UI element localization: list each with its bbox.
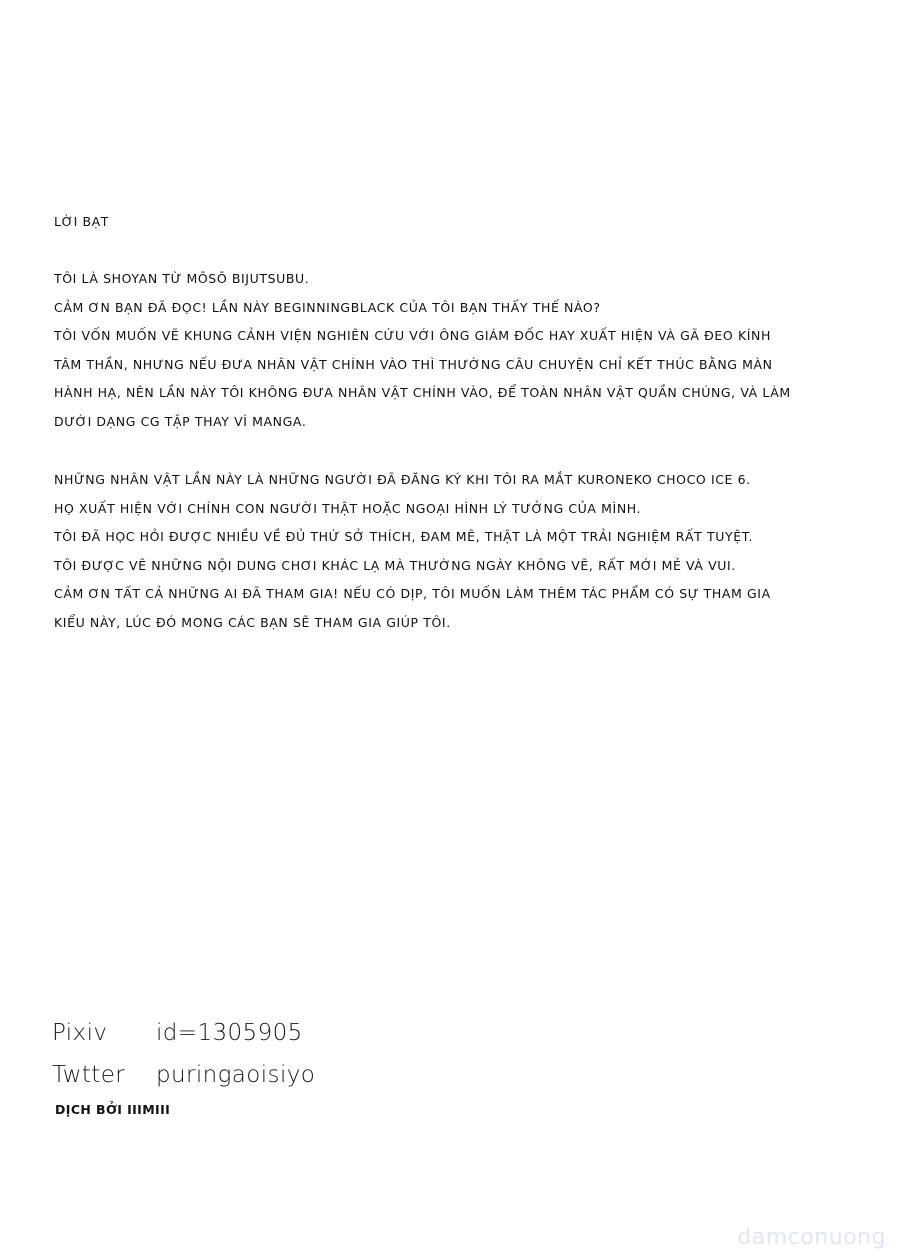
credit-value: puringaoisiyo <box>156 1062 316 1088</box>
paragraph-line: TÔI ĐƯỢC VẼ NHỮNG NỘI DUNG CHƠI KHÁC LẠ MÀ THƯỜNG NGÀY KHÔNG VẼ, RẤT MỚI MẺ VÀ VUI. <box>54 557 736 573</box>
afterword-paragraph-1 <box>54 265 814 437</box>
paragraph-line: TÔI ĐÃ HỌC HỎI ĐƯỢC NHIỀU VỀ ĐỦ THỨ SỞ THÍCH, ĐAM MÊ, THẬT LÀ MỘT TRẢI NGHIỆM RẤT TUYỆT. <box>54 529 754 545</box>
paragraph-line: HỌ XUẤT HIỆN VỚI CHÍNH CON NGƯỜI THẬT HOẶC NGOẠI HÌNH LÝ TƯỞNG CỦA MÌNH. <box>54 500 642 516</box>
translator-credit: DỊCH BỞI IIIMIII <box>55 1102 171 1117</box>
credit-label: Pixiv <box>52 1020 108 1046</box>
paragraph-line: CẢM ƠN TẤT CẢ NHỮNG AI ĐÃ THAM GIA! NẾU CÓ DỊP, TÔI MUỐN LÀM THÊM TÁC PHẨM CÓ SỰ THAM GIA <box>54 586 771 602</box>
paragraph-line: HÀNH HẠ, NÊN LẦN NÀY TÔI KHÔNG ĐƯA NHÂN VẬT CHÍNH VÀO, ĐỂ TOÀN NHÂN VẬT QUẦN CHÚNG, VÀ LÀM <box>54 385 791 401</box>
credit-twitter <box>52 1062 315 1104</box>
paragraph-line: TÂM THẦN, NHƯNG NẾU ĐƯA NHÂN VẬT CHÍNH VÀO THÌ THƯỜNG CÂU CHUYỆN CHỈ KẾT THÚC BẰNG MÀN <box>54 356 773 372</box>
credit-value: id=1305905 <box>156 1020 303 1046</box>
afterword-heading: LỜI BẠT <box>54 214 109 229</box>
paragraph-line: CẢM ƠN BẠN ĐÃ ĐỌC! LẦN NÀY BEGINNINGBLACK CỦA TÔI BẠN THẤY THẾ NÀO? <box>54 299 601 315</box>
site-watermark: damconuong <box>737 1225 886 1250</box>
paragraph-line: KIỂU NÀY, LÚC ĐÓ MONG CÁC BẠN SẼ THAM GIA GIÚP TÔI. <box>54 614 451 630</box>
paragraph-line: DƯỚI DẠNG CG TẬP THAY VÌ MANGA. <box>54 413 307 429</box>
credit-pixiv <box>52 1020 315 1062</box>
author-credits <box>52 1020 315 1104</box>
paragraph-line: TÔI LÀ SHOYAN TỪ MŌSŌ BIJUTSUBU. <box>54 271 310 286</box>
paragraph-line: NHỮNG NHÂN VẬT LẦN NÀY LÀ NHỮNG NGƯỜI ĐÃ ĐĂNG KÝ KHI TÔI RA MẮT KURONEKO CHOCO ICE 6. <box>54 472 751 487</box>
afterword-paragraph-2 <box>54 466 814 638</box>
credit-label: Twtter <box>52 1062 126 1088</box>
paragraph-line: TÔI VỐN MUỐN VẼ KHUNG CẢNH VIỆN NGHIÊN CỨU VỚI ÔNG GIÁM ĐỐC HAY XUẤT HIỆN VÀ GÃ ĐEO KÍNH <box>54 328 771 344</box>
